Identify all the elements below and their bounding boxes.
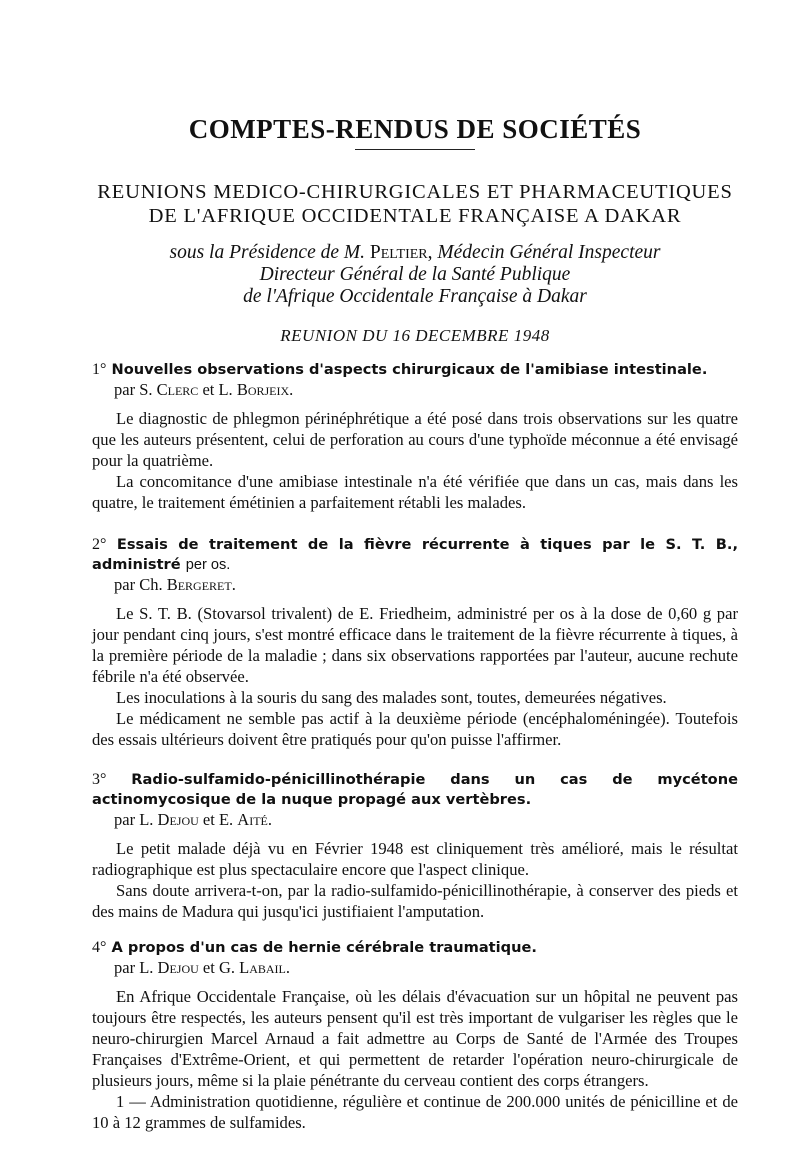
presidence-line-3: de l'Afrique Occidentale Française à Dakar <box>243 286 587 307</box>
section-2 <box>92 535 738 750</box>
presidence-line-1 <box>92 242 738 264</box>
document-page <box>92 110 738 1133</box>
presidence-role-1: Médecin Général Inspecteur <box>437 242 661 263</box>
meeting-date: REUNION DU 16 DECEMBRE 1948 <box>280 326 550 345</box>
heading-line-1: REUNIONS MEDICO-CHIRURGICALES ET PHARMACEUTIQUES <box>97 181 733 203</box>
section-title <box>92 938 738 958</box>
authors-prefix: par L. <box>114 958 154 977</box>
paragraph: Le S. T. B. (Stovarsol trivalent) de E. Friedheim, administré per os à la dose de 0,60 g par jour pendant cinq jours, s'est montré efficace dans le traitement de la fièvre récurrente à tiques, à la première période de la maladie ; dans six observations rapportées par l'auteur, aucune rechute fébrile n'a été observée. <box>92 604 738 686</box>
authors-prefix: par L. <box>114 810 154 829</box>
section-authors <box>92 810 738 830</box>
author-name: Bergeret. <box>166 575 236 594</box>
authors-prefix: par Ch. <box>114 575 163 594</box>
section-title <box>92 770 738 810</box>
section-title-text: A propos d'un cas de hernie cérébrale traumatique. <box>111 939 537 956</box>
section-title <box>92 535 738 575</box>
section-number: 4° <box>92 939 107 956</box>
paragraph: Le médicament ne semble pas actif à la deuxième période (encéphaloméningée). Toutefois des essais ultérieurs doivent être pratiqués pour qu'on puisse l'affirmer. <box>92 709 738 749</box>
author-name: Clerc <box>156 380 199 399</box>
page-title: COMPTES-RENDUS DE SOCIÉTÉS <box>188 114 642 144</box>
presidence-line-2: Directeur Général de la Santé Publique <box>259 264 571 285</box>
author-name: Labail. <box>239 958 290 977</box>
section-authors <box>92 575 738 595</box>
authors-connector: et G. <box>202 958 235 977</box>
section-title-text: Essais de traitement de la fièvre récurrente à tiques par le S. T. B., administré <box>92 536 738 573</box>
section-number: 3° <box>92 771 107 788</box>
presidence-prefix: sous la Présidence de M. <box>169 242 365 263</box>
author-name: Borjeix. <box>236 380 294 399</box>
author-name: Aité. <box>237 810 272 829</box>
section-title <box>92 360 738 380</box>
paragraph: Le diagnostic de phlegmon périnéphrétique a été posé dans trois observations sur les quatre que les auteurs présentent, celui de perforation au cours d'une typhoïde méconnue a été envisagé pour la quatrième. <box>92 409 738 470</box>
section-1 <box>92 360 738 513</box>
author-name: Dejou <box>157 810 199 829</box>
section-number: 2° <box>92 536 107 553</box>
author-name: Dejou <box>157 958 199 977</box>
section-authors <box>92 958 738 978</box>
section-number: 1° <box>92 361 107 378</box>
authors-connector: et E. <box>202 810 234 829</box>
heading-line-2: DE L'AFRIQUE OCCIDENTALE FRANÇAISE A DAKAR <box>148 205 682 227</box>
paragraph: Les inoculations à la souris du sang des malades sont, toutes, demeurées négatives. <box>116 688 667 707</box>
presidence-block <box>92 242 738 308</box>
paragraph: Le petit malade déjà vu en Février 1948 est cliniquement très amélioré, mais le résultat radiographique est plus spectaculaire encore que l'aspect clinique. <box>92 839 738 879</box>
authors-connector: et L. <box>202 380 233 399</box>
paragraph: En Afrique Occidentale Française, où les délais d'évacuation sur un hôpital ne peuvent pas toujours être respectés, les auteurs pensent qu'il est très important de vulgariser les règles que le neuro-chirurgien Marcel Arnaud a fait admettre au Corps de Santé de l'Armée des Troupes Françaises d'Extrême-Orient, et qui permettent de retarder l'opération neuro-chirurgicale de plusieurs jours, même si la plaie pénétrante du cerveau contient des corps étrangers. <box>92 987 738 1090</box>
title-underline <box>355 149 475 150</box>
meeting-series-heading <box>92 180 738 228</box>
section-title-tail: per os. <box>185 557 231 573</box>
section-4 <box>92 938 738 1133</box>
section-title-text: Radio-sulfamido-pénicillinothérapie dans un cas de mycétone actinomycosique de la nuque propagé aux vertèbres. <box>92 771 738 808</box>
paragraph: 1 — Administration quotidienne, régulière et continue de 200.000 unités de pénicilline et de 10 à 12 grammes de sulfamides. <box>92 1092 738 1132</box>
paragraph: La concomitance d'une amibiase intestinale n'a été vérifiée que dans un cas, mais dans les quatre, le traitement émétinien a parfaitement rétabli les malades. <box>92 472 738 512</box>
authors-prefix: par S. <box>114 380 153 399</box>
section-3 <box>92 770 738 922</box>
section-title-text: Nouvelles observations d'aspects chirurgicaux de l'amibiase intestinale. <box>111 361 708 378</box>
presidence-name: Peltier, <box>369 242 433 263</box>
section-authors <box>92 380 738 400</box>
paragraph: Sans doute arrivera-t-on, par la radio-sulfamido-pénicillinothérapie, à conserver des pieds et des mains de Madura qui jusqu'ici justifiaient l'amputation. <box>92 881 738 921</box>
